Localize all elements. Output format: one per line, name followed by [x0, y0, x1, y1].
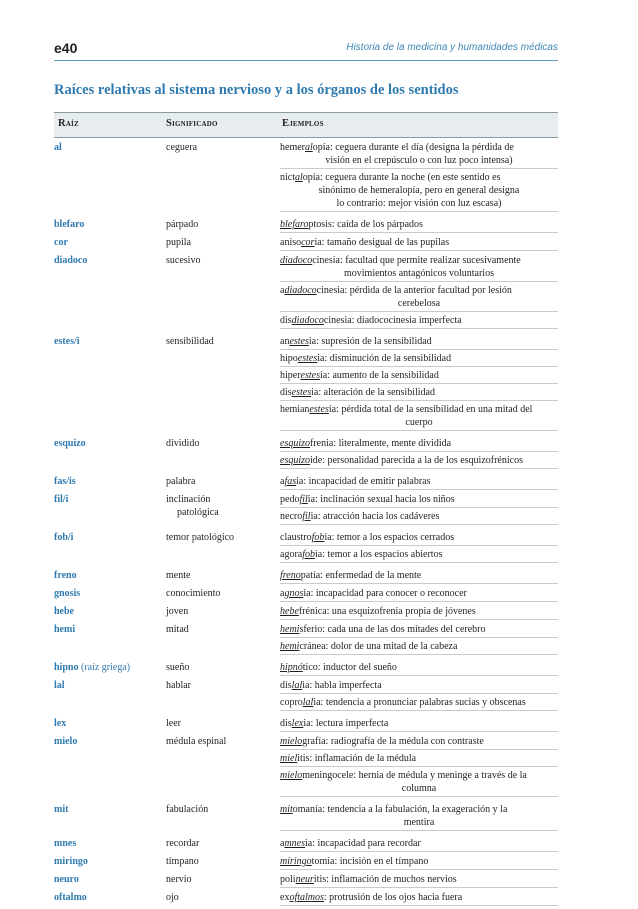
- example-continuation: sinónimo de hemeralopía, pero en general designa: [318, 185, 520, 196]
- example-entry: [280, 369, 558, 384]
- example-root: mielo: [280, 770, 303, 781]
- table-row: [54, 254, 558, 329]
- example-definition: opía: ceguera durante el día (designa la pérdida de: [312, 142, 514, 153]
- example-definition: ia: lectura imperfecta: [303, 718, 389, 729]
- example-definition: sferio: cada una de las dos mitades del cerebro: [299, 624, 486, 635]
- table-row: [54, 679, 558, 711]
- example-definition: frenia: literalmente, mente dividida: [310, 438, 452, 449]
- examples-cell: [280, 587, 558, 602]
- example-definition: meningocele: hernia de médula y meninge a través de la: [302, 770, 527, 781]
- examples-cell: [280, 493, 558, 525]
- example-entry: [280, 236, 558, 251]
- example-prefix: an: [280, 336, 290, 347]
- root-cell: [54, 335, 166, 431]
- root-cell: [54, 623, 166, 655]
- header-rule: [54, 60, 558, 61]
- meaning-text: tímpano: [166, 856, 199, 867]
- meaning-text: temor patológico: [166, 532, 235, 543]
- example-definition: ia: aumento de la sensibilidad: [320, 370, 439, 381]
- examples-cell: [280, 717, 558, 732]
- examples-cell: [280, 855, 558, 870]
- root-cell: [54, 531, 166, 563]
- meaning-cell: [166, 717, 280, 732]
- examples-cell: [280, 873, 558, 888]
- example-entry: [280, 769, 558, 797]
- root-cell: [54, 837, 166, 852]
- meaning-cell: [166, 605, 280, 620]
- table-row: [54, 891, 558, 906]
- example-root: esquizo: [280, 438, 310, 449]
- example-entry: [280, 891, 558, 906]
- example-definition: ia: incapacidad de emitir palabras: [296, 476, 431, 487]
- example-prefix: hipo: [280, 353, 298, 364]
- meaning-cell: [166, 141, 280, 212]
- root-cell: [54, 679, 166, 711]
- root-term: fas/is: [54, 476, 76, 487]
- example-prefix: nict: [280, 172, 295, 183]
- example-prefix: dis: [280, 718, 292, 729]
- root-term: fob/i: [54, 532, 74, 543]
- table-row: [54, 493, 558, 525]
- example-continuation: cerebelosa: [397, 298, 441, 309]
- example-continuation: visión en el crepúsculo o con luz poco intensa): [325, 155, 513, 166]
- example-entry: [280, 493, 558, 508]
- example-definition: grafía: radiografía de la médula con contraste: [302, 736, 484, 747]
- meaning-text: conocimiento: [166, 588, 221, 599]
- table-row: [54, 623, 558, 655]
- table-title: Raíces relativas al sistema nervioso y a los órganos de los sentidos: [54, 82, 459, 98]
- example-entry: [280, 717, 558, 732]
- example-definition: ia: supresión de la sensibilidad: [308, 336, 432, 347]
- example-root: gnos: [284, 588, 304, 599]
- example-definition: ia: temor a los espacios cerrados: [324, 532, 455, 543]
- table-row: [54, 855, 558, 870]
- root-term: neuro: [54, 874, 79, 885]
- root-term: blefaro: [54, 219, 85, 230]
- example-root: estes: [291, 387, 312, 398]
- table-row: [54, 236, 558, 251]
- example-definition: ia: atracción hacia los cadáveres: [310, 511, 440, 522]
- example-definition: cránea: dolor de una mitad de la cabeza: [299, 641, 458, 652]
- meaning-text: párpado: [166, 219, 199, 230]
- example-definition: ia: temor a los espacios abiertos: [315, 549, 443, 560]
- example-prefix: dis: [280, 315, 292, 326]
- meaning-cell: [166, 623, 280, 655]
- example-entry: [280, 454, 558, 469]
- meaning-text: sucesivo: [166, 255, 201, 266]
- example-definition: ia: inclinación sexual hacia los niños: [307, 494, 455, 505]
- root-term: oftalmo: [54, 892, 87, 903]
- example-definition: omanía: tendencia a la fabulación, la exageración y la: [292, 804, 508, 815]
- example-prefix: hemer: [280, 142, 305, 153]
- root-note: (raíz griega): [80, 662, 131, 673]
- root-cell: [54, 437, 166, 469]
- example-entry: [280, 218, 558, 233]
- example-prefix: a: [280, 285, 285, 296]
- table-row: [54, 335, 558, 431]
- meaning-text: sensibilidad: [166, 336, 214, 347]
- example-entry: [280, 661, 558, 676]
- table-row: [54, 717, 558, 732]
- example-definition: cinesia: diadococinesia imperfecta: [323, 315, 462, 326]
- example-prefix: hemian: [280, 404, 310, 415]
- meaning-cell: [166, 837, 280, 852]
- example-root: blefaro: [280, 219, 309, 230]
- example-root: cor: [301, 237, 315, 248]
- example-prefix: dis: [280, 387, 292, 398]
- root-cell: [54, 661, 166, 676]
- examples-cell: [280, 254, 558, 329]
- example-root: al: [295, 172, 303, 183]
- examples-cell: [280, 679, 558, 711]
- example-entry: [280, 623, 558, 638]
- example-root: hemi: [280, 624, 300, 635]
- example-definition: ia: disminución de la sensibilidad: [317, 353, 452, 364]
- example-continuation: cuerpo: [405, 417, 433, 428]
- example-root: estes: [297, 353, 318, 364]
- example-definition: opía: ceguera durante la noche (en este sentido es: [302, 172, 501, 183]
- root-term: mielo: [54, 736, 78, 747]
- meaning-cell: [166, 873, 280, 888]
- example-definition: ptosis: caída de los párpados: [308, 219, 423, 230]
- examples-cell: [280, 891, 558, 906]
- example-entry: [280, 352, 558, 367]
- root-cell: [54, 475, 166, 490]
- example-entry: [280, 803, 558, 831]
- root-term: lal: [54, 680, 65, 691]
- examples-cell: [280, 475, 558, 490]
- table-row: [54, 837, 558, 852]
- example-prefix: dis: [280, 680, 292, 691]
- table-row: [54, 735, 558, 797]
- example-root: fil: [302, 511, 311, 522]
- example-root: mit: [280, 804, 293, 815]
- example-definition: ia: incapacidad para conocer o reconocer: [303, 588, 467, 599]
- root-cell: [54, 891, 166, 906]
- root-term: al: [54, 142, 62, 153]
- examples-cell: [280, 236, 558, 251]
- table-row: [54, 218, 558, 233]
- example-definition: ia: tendencia a pronunciar palabras sucias y obscenas: [313, 697, 526, 708]
- meaning-text: pupila: [166, 237, 191, 248]
- table-row: [54, 141, 558, 212]
- example-prefix: ex: [280, 892, 290, 903]
- examples-cell: [280, 141, 558, 212]
- meaning-cell: [166, 475, 280, 490]
- example-prefix: poli: [280, 874, 296, 885]
- example-entry: [280, 386, 558, 401]
- root-term: lex: [54, 718, 67, 729]
- examples-cell: [280, 661, 558, 676]
- example-definition: ia: alteración de la sensibilidad: [311, 387, 435, 398]
- meaning-cell: [166, 569, 280, 584]
- example-root: estes: [309, 404, 329, 415]
- example-prefix: a: [280, 588, 285, 599]
- root-cell: [54, 855, 166, 870]
- root-term: mnes: [54, 838, 77, 849]
- example-root: neur: [295, 874, 314, 885]
- examples-cell: [280, 531, 558, 563]
- example-entry: [280, 548, 558, 563]
- example-prefix: necro: [280, 511, 303, 522]
- example-prefix: hiper: [280, 370, 301, 381]
- example-entry: [280, 403, 558, 431]
- example-continuation: columna: [401, 783, 437, 794]
- root-term: hipno: [54, 662, 79, 673]
- root-cell: [54, 587, 166, 602]
- example-root: diadoco: [291, 315, 324, 326]
- example-root: mnes: [284, 838, 306, 849]
- examples-cell: [280, 837, 558, 852]
- root-cell: [54, 717, 166, 732]
- example-definition: tico: inductor del sueño: [302, 662, 397, 673]
- example-definition: itis: inflamación de muchos nervios: [313, 874, 457, 885]
- table-row: [54, 587, 558, 602]
- table-row: [54, 531, 558, 563]
- example-entry: [280, 510, 558, 525]
- root-term: cor: [54, 237, 68, 248]
- example-entry: [280, 855, 558, 870]
- example-root: fas: [284, 476, 297, 487]
- meaning-cell: [166, 218, 280, 233]
- example-entry: [280, 569, 558, 584]
- table-row: [54, 437, 558, 469]
- example-prefix: pedo: [280, 494, 300, 505]
- meaning-text: ojo: [166, 892, 179, 903]
- table-row: [54, 475, 558, 490]
- root-term: fil/i: [54, 494, 69, 505]
- example-continuation: mentira: [403, 817, 435, 828]
- meaning-text: dividido: [166, 438, 200, 449]
- example-entry: [280, 531, 558, 546]
- column-header-significado: Significado: [166, 118, 218, 129]
- root-term: freno: [54, 570, 77, 581]
- meaning-text: hablar: [166, 680, 191, 691]
- example-root: diadoco: [284, 285, 317, 296]
- example-root: fob: [311, 532, 325, 543]
- page-number: e40: [54, 40, 78, 56]
- example-entry: [280, 254, 558, 282]
- example-root: oftalmos: [289, 892, 324, 903]
- example-root: esquizo: [280, 455, 310, 466]
- example-definition: cinesia: facultad que permite realizar sucesivamente: [312, 255, 521, 266]
- example-entry: [280, 752, 558, 767]
- example-entry: [280, 335, 558, 350]
- example-definition: ia: pérdida total de la sensibilidad en una mitad del: [328, 404, 533, 415]
- meaning-cell: [166, 437, 280, 469]
- roots-table: [54, 141, 558, 909]
- examples-cell: [280, 569, 558, 584]
- example-entry: [280, 141, 558, 169]
- example-entry: [280, 873, 558, 888]
- example-prefix: claustro: [280, 532, 312, 543]
- meaning-text: nervio: [166, 874, 192, 885]
- examples-cell: [280, 605, 558, 620]
- example-prefix: agora: [280, 549, 303, 560]
- examples-cell: [280, 437, 558, 469]
- example-root: miringo: [280, 856, 312, 867]
- root-cell: [54, 254, 166, 329]
- examples-cell: [280, 218, 558, 233]
- root-cell: [54, 493, 166, 525]
- root-cell: [54, 218, 166, 233]
- example-definition: : protrusión de los ojos hacia fuera: [323, 892, 463, 903]
- meaning-text: sueño: [166, 662, 190, 673]
- example-entry: [280, 437, 558, 452]
- table-row: [54, 873, 558, 888]
- example-entry: [280, 171, 558, 212]
- column-header-ejemplos: Ejemplos: [282, 118, 324, 129]
- example-definition: tomía: incisión en el tímpano: [311, 856, 429, 867]
- example-entry: [280, 605, 558, 620]
- example-root: miel: [280, 753, 298, 764]
- meaning-cell: [166, 735, 280, 797]
- example-continuation: lo contrario: mejor visión con luz escasa): [336, 198, 502, 209]
- meaning-cell: [166, 855, 280, 870]
- example-entry: [280, 314, 558, 329]
- example-root: freno: [280, 570, 301, 581]
- meaning-cell: [166, 254, 280, 329]
- table-row: [54, 661, 558, 676]
- example-root: estes: [300, 370, 320, 381]
- table-row: [54, 803, 558, 831]
- example-continuation: movimientos antagónicos voluntarios: [344, 268, 494, 279]
- meaning-text: mente: [166, 570, 191, 581]
- column-header-bar: [54, 112, 558, 138]
- root-cell: [54, 803, 166, 831]
- example-root: estes: [289, 336, 309, 347]
- root-term: diadoco: [54, 255, 88, 266]
- meaning-cell: [166, 531, 280, 563]
- examples-cell: [280, 335, 558, 431]
- root-cell: [54, 141, 166, 212]
- example-prefix: a: [280, 838, 285, 849]
- example-root: lal: [302, 697, 314, 708]
- example-root: mielo: [280, 736, 303, 747]
- column-header-raiz: Raíz: [58, 118, 79, 129]
- meaning-text: fabulación: [166, 804, 209, 815]
- meaning-text: médula espinal: [166, 736, 227, 747]
- meaning-text: palabra: [166, 476, 196, 487]
- page-header: [54, 40, 558, 58]
- meaning-text: leer: [166, 718, 181, 729]
- example-definition: ia: habla imperfecta: [302, 680, 382, 691]
- example-definition: patía: enfermedad de la mente: [300, 570, 422, 581]
- root-term: esquizo: [54, 438, 86, 449]
- meaning-cell: [166, 891, 280, 906]
- meaning-cell: [166, 587, 280, 602]
- root-term: hemi: [54, 624, 76, 635]
- example-root: hebe: [280, 606, 299, 617]
- root-term: gnosis: [54, 588, 81, 599]
- example-root: hemi: [280, 641, 300, 652]
- example-root: al: [305, 142, 313, 153]
- root-cell: [54, 236, 166, 251]
- root-cell: [54, 735, 166, 797]
- example-root: fob: [302, 549, 315, 560]
- example-entry: [280, 696, 558, 711]
- meaning-text: inclinación: [166, 494, 211, 505]
- example-root: fil: [299, 494, 308, 505]
- example-entry: [280, 587, 558, 602]
- example-prefix: aniso: [280, 237, 302, 248]
- table-row: [54, 605, 558, 620]
- meaning-text: recordar: [166, 838, 200, 849]
- meaning-cell: [166, 679, 280, 711]
- meaning-text: mitad: [166, 624, 189, 635]
- example-root: lex: [291, 718, 304, 729]
- example-prefix: copro: [280, 697, 303, 708]
- examples-cell: [280, 623, 558, 655]
- example-root: hipnó: [280, 662, 303, 673]
- meaning-cell: [166, 803, 280, 831]
- example-definition: itis: inflamación de la médula: [297, 753, 417, 764]
- meaning-text: joven: [166, 606, 189, 617]
- examples-cell: [280, 735, 558, 797]
- example-entry: [280, 284, 558, 312]
- meaning-text: ceguera: [166, 142, 198, 153]
- root-term: estes/i: [54, 336, 80, 347]
- table-row: [54, 569, 558, 584]
- example-definition: ia: tamaño desigual de las pupilas: [314, 237, 450, 248]
- example-entry: [280, 475, 558, 490]
- example-prefix: a: [280, 476, 285, 487]
- meaning-cell: [166, 493, 280, 525]
- root-cell: [54, 873, 166, 888]
- example-definition: ide: personalidad parecida a la de los esquizofrénicos: [310, 455, 523, 466]
- example-entry: [280, 679, 558, 694]
- example-entry: [280, 640, 558, 655]
- root-term: hebe: [54, 606, 74, 617]
- example-definition: ia: incapacidad para recordar: [305, 838, 421, 849]
- root-term: mit: [54, 804, 69, 815]
- example-entry: [280, 735, 558, 750]
- example-definition: cinesia: pérdida de la anterior facultad por lesión: [316, 285, 512, 296]
- running-title: Historia de la medicina y humanidades médicas: [346, 42, 558, 53]
- meaning-cell: [166, 661, 280, 676]
- meaning-cell: [166, 236, 280, 251]
- root-cell: [54, 569, 166, 584]
- example-entry: [280, 837, 558, 852]
- example-definition: frénica: una esquizofrenia propia de jóvenes: [298, 606, 476, 617]
- meaning-cell: [166, 335, 280, 431]
- meaning-continuation: patológica: [177, 507, 219, 518]
- example-root: lal: [291, 680, 303, 691]
- root-term: miringo: [54, 856, 88, 867]
- example-root: diadoco: [280, 255, 313, 266]
- root-cell: [54, 605, 166, 620]
- examples-cell: [280, 803, 558, 831]
